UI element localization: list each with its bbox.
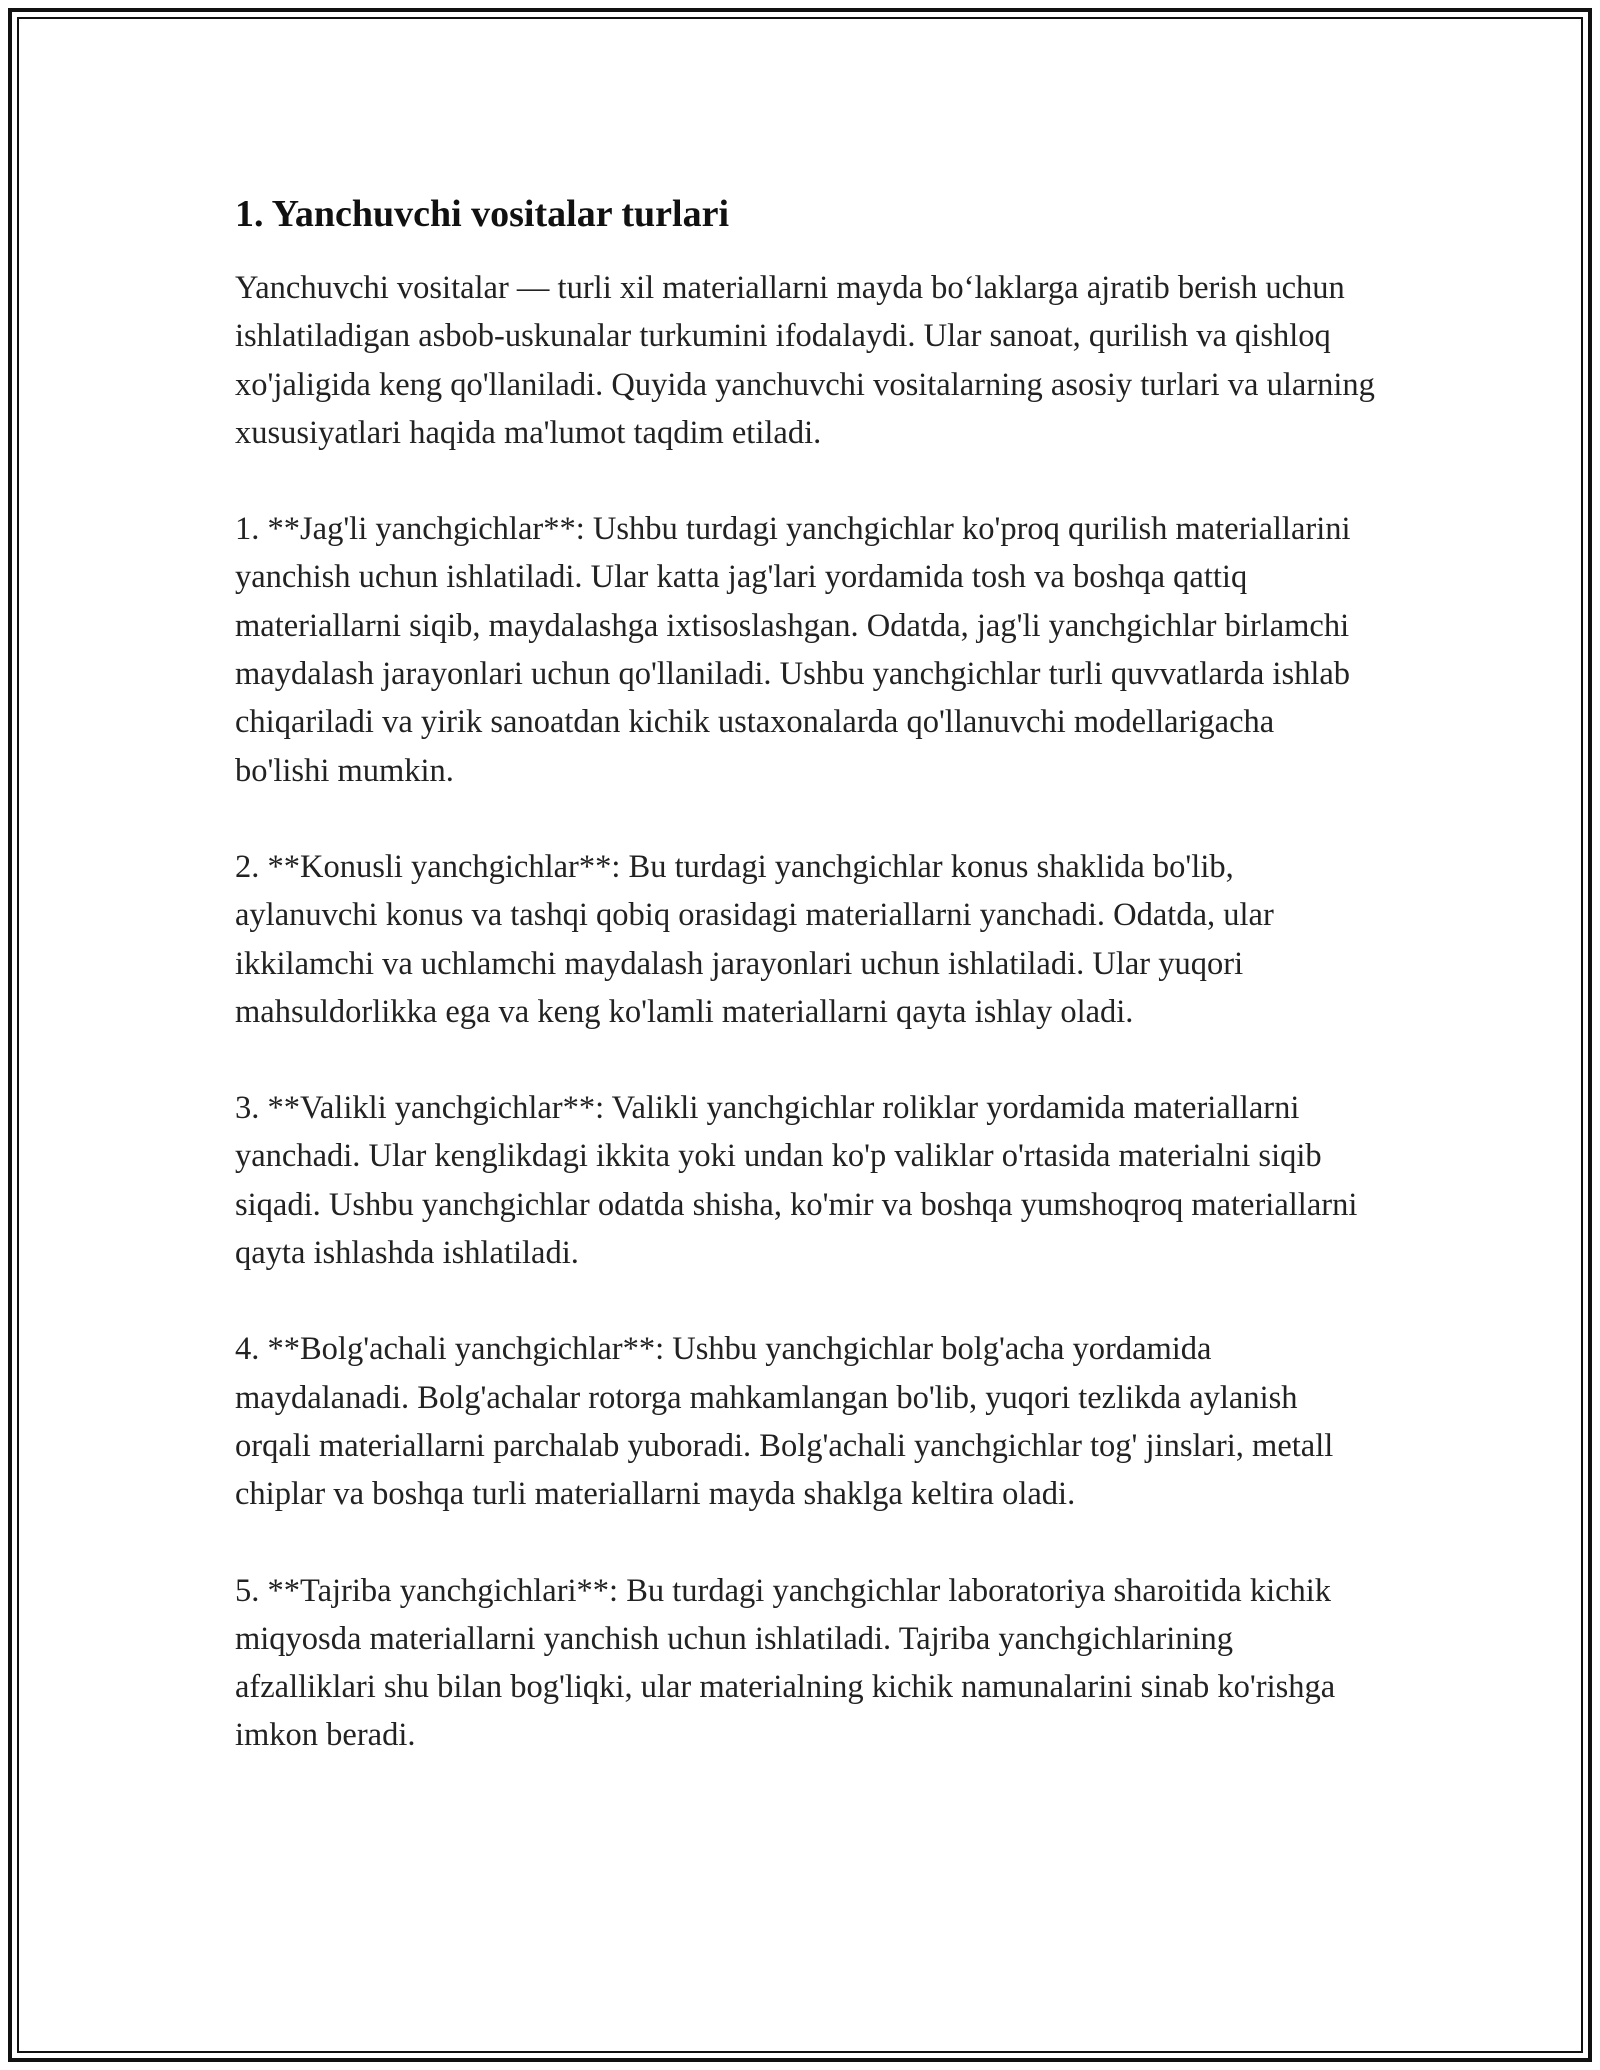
intro-paragraph: Yanchuvchi vositalar — turli xil materiallarni mayda bo‘laklarga ajratib berish uchun ishlatiladigan asbob-uskunalar turkumini ifodalaydi. Ular sanoat, qurilish va qishloq xo'jaligida keng qo'llaniladi. Quyida yanchuvchi vositalarning asosiy turlari va ularning xususiyatlari haqida ma'lumot taqdim etiladi.	[235, 270, 1375, 451]
document-body	[235, 186, 1375, 1808]
list-item-lab-crushers: 5. **Tajriba yanchgichlari**: Bu turdagi yanchgichlar laboratoriya sharoitida kichik miqyosda materiallarni yanchish uchun ishlatiladi. Tajriba yanchgichlarining afzalliklari shu bilan bog'liqki, ular materialning kichik namunalarini sinab ko'rishga imkon beradi.	[235, 1572, 1336, 1754]
list-item-jaw-crushers: 1. **Jag'li yanchgichlar**: Ushbu turdagi yanchgichlar ko'proq qurilish materiallarini yanchish uchun ishlatiladi. Ular katta jag'lari yordamida tosh va boshqa qattiq materiallarni siqib, maydalashga ixtisoslashgan. Odatda, jag'li yanchgichlar birlamchi maydalash jarayonlari uchun qo'llaniladi. Ushbu yanchgichlar turli quvvatlarda ishlab chiqariladi va yirik sanoatdan kichik ustaxonalarda qo'llanuvchi modellarigacha bo'lishi mumkin.	[235, 511, 1351, 789]
section-heading: 1. Yanchuvchi vositalar turlari	[235, 193, 730, 235]
list-item-hammer-crushers: 4. **Bolg'achali yanchgichlar**: Ushbu yanchgichlar bolg'acha yordamida maydalanadi. Bolg'achalar rotorga mahkamlangan bo'lib, yuqori tezlikda aylanish orqali materiallarni parchalab yuboradi. Bolg'achali yanchgichlar tog' jinslari, metall chiplar va boshqa turli materiallarni mayda shaklga keltira oladi.	[235, 1331, 1334, 1513]
list-item-roll-crushers: 3. **Valikli yanchgichlar**: Valikli yanchgichlar roliklar yordamida materiallarni yanchadi. Ular kenglikdagi ikkita yoki undan ko'p valiklar o'rtasida materialni siqib siqadi. Ushbu yanchgichlar odatda shisha, ko'mir va boshqa yumshoqroq materiallarni qayta ishlashda ishlatiladi.	[235, 1090, 1358, 1272]
list-item-cone-crushers: 2. **Konusli yanchgichlar**: Bu turdagi yanchgichlar konus shaklida bo'lib, aylanuvchi konus va tashqi qobiq orasidagi materiallarni yanchadi. Odatda, ular ikkilamchi va uchlamchi maydalash jarayonlari uchun ishlatiladi. Ular yuqori mahsuldorlikka ega va keng ko'lamli materiallarni qayta ishlay oladi.	[235, 848, 1274, 1030]
